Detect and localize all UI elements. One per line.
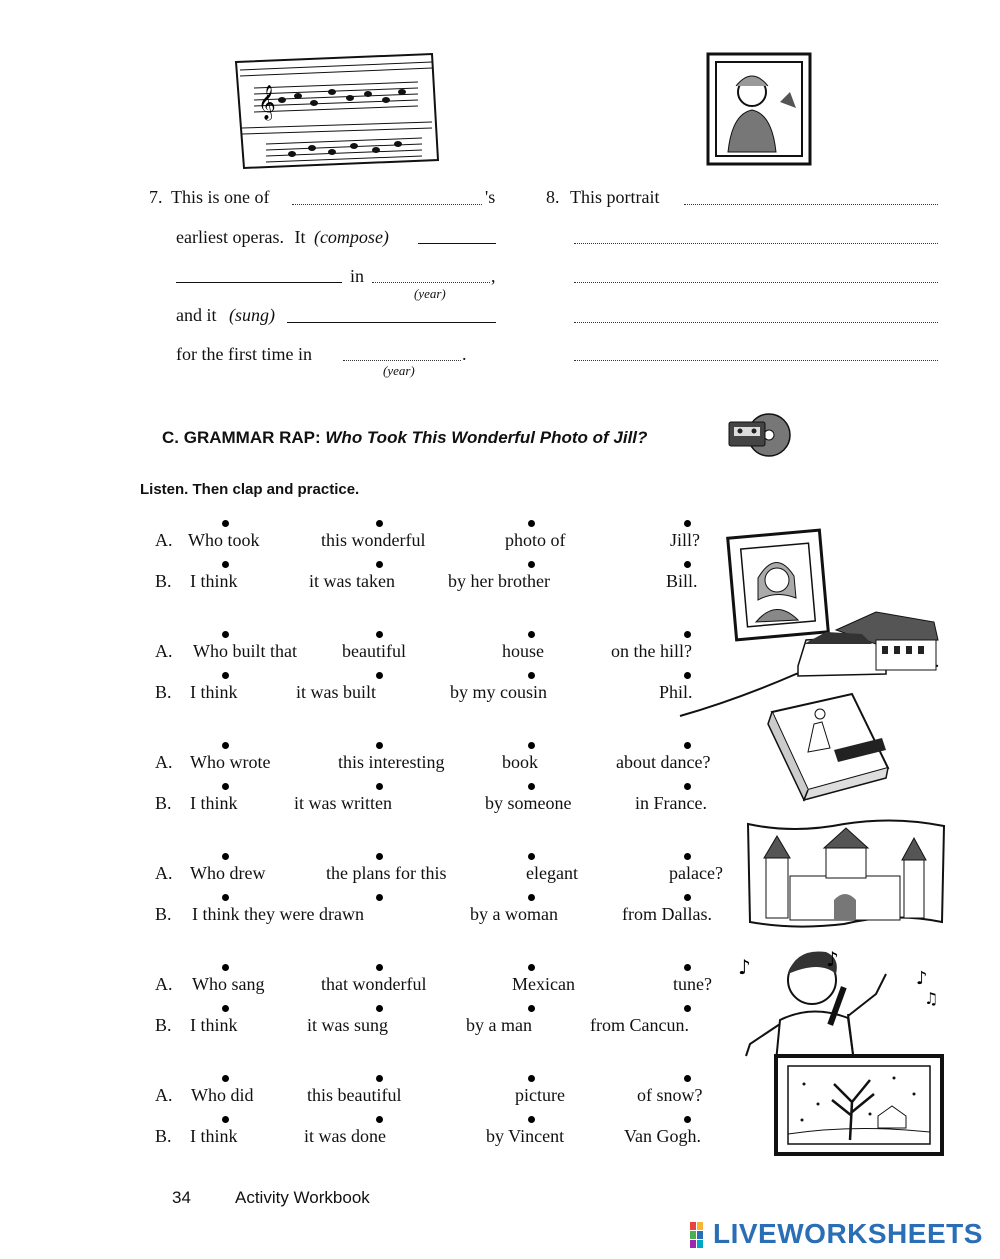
exercise7-year-label-1: (year) (414, 286, 446, 301)
rap-phrase: house (502, 641, 544, 661)
exercise8-text1: This portrait (570, 187, 660, 207)
beat-dot (684, 561, 691, 568)
beat-dot (528, 853, 535, 860)
palace-plans-icon (744, 818, 948, 932)
rap-line (0, 1001, 740, 1041)
exercise8-blank-1[interactable] (684, 204, 938, 205)
svg-text:♪: ♪ (916, 968, 928, 989)
rap-phrase: Phil. (659, 682, 693, 702)
beat-dot (528, 520, 535, 527)
rap-phrase: of snow? (637, 1085, 703, 1105)
beat-dot (222, 853, 229, 860)
rap-line (0, 627, 740, 667)
rap-speaker: B. (155, 1126, 172, 1146)
rap-phrase: on the hill? (611, 641, 692, 661)
rap-line (0, 516, 740, 556)
rap-phrase: it was done (304, 1126, 386, 1146)
sheet-music-icon (232, 48, 442, 173)
rap-phrase: Bill. (666, 571, 698, 591)
rap-phrase: this interesting (338, 752, 445, 772)
portrait-frame-icon (706, 52, 812, 166)
rap-phrase: book (502, 752, 538, 772)
rap-phrase: I think (190, 1015, 238, 1035)
exercise7-blank-year-2[interactable] (343, 360, 461, 361)
beat-dot (528, 894, 535, 901)
rap-phrase: it was written (294, 793, 392, 813)
beat-dot (376, 783, 383, 790)
section-instructions: Listen. Then clap and practice. (140, 481, 360, 498)
svg-text:𝄞: 𝄞 (258, 85, 276, 120)
exercise7-possessive: 's (485, 187, 496, 207)
exercise7-blank-composer[interactable] (292, 204, 482, 205)
beat-dot (684, 1075, 691, 1082)
beat-dot (684, 520, 691, 527)
rap-phrase: in France. (635, 793, 707, 813)
exercise7-comma: , (491, 266, 496, 286)
rap-speaker: B. (155, 571, 172, 591)
rap-speaker: B. (155, 904, 172, 924)
beat-dot (222, 783, 229, 790)
exercise7-year-label-2: (year) (383, 363, 415, 378)
rap-phrase: Who drew (190, 863, 266, 883)
beat-dot (528, 783, 535, 790)
rap-speaker: A. (155, 863, 173, 883)
section-heading-title: Who Took This Wonderful Photo of Jill? (325, 428, 648, 447)
beat-dot (222, 672, 229, 679)
exercise7-line4 (176, 305, 275, 326)
exercise8-line1 (546, 187, 659, 208)
rap-phrase: Who did (191, 1085, 254, 1105)
singer-icon (736, 944, 939, 1064)
exercise7-blank-compose-1[interactable] (418, 243, 496, 244)
beat-dot (528, 1116, 535, 1123)
exercise8-blank-3[interactable] (574, 282, 938, 283)
rap-phrase: by someone (485, 793, 572, 813)
rap-phrase: tune? (673, 974, 712, 994)
rap-phrase: Who took (188, 530, 260, 550)
beat-dot (222, 964, 229, 971)
svg-text:♪: ♪ (826, 947, 839, 971)
beat-dot (376, 1075, 383, 1082)
exercise7-text3: It (294, 227, 306, 247)
beat-dot (376, 520, 383, 527)
rap-phrase: it was taken (309, 571, 395, 591)
exercise7-line1 (149, 187, 270, 208)
rap-phrase: from Dallas. (622, 904, 712, 924)
rap-phrase: by a woman (470, 904, 558, 924)
rap-phrase: photo of (505, 530, 566, 550)
exercise8-number: 8. (546, 187, 560, 207)
rap-line (0, 849, 740, 889)
beat-dot (222, 561, 229, 568)
rap-phrase: Jill? (670, 530, 700, 550)
liveworksheets-logo-icon (690, 1222, 712, 1248)
beat-dot (376, 561, 383, 568)
exercise8-blank-5[interactable] (574, 360, 938, 361)
rap-phrase: palace? (669, 863, 723, 883)
page-number: 34 (172, 1188, 191, 1207)
exercise8-blank-2[interactable] (574, 243, 938, 244)
beat-dot (684, 853, 691, 860)
exercise7-in: in (350, 266, 365, 286)
exercise7-text5: for the first time in (176, 344, 312, 364)
beat-dot (376, 742, 383, 749)
rap-phrase: elegant (526, 863, 578, 883)
rap-phrase: it was sung (307, 1015, 388, 1035)
snow-painting-icon (774, 1054, 944, 1156)
rap-phrase: that wonderful (321, 974, 427, 994)
beat-dot (222, 894, 229, 901)
exercise7-period: . (462, 344, 467, 364)
rap-phrase: this wonderful (321, 530, 426, 550)
rap-phrase: I think (190, 793, 238, 813)
exercise8-blank-4[interactable] (574, 322, 938, 323)
rap-line (0, 960, 740, 1000)
beat-dot (222, 520, 229, 527)
rap-phrase: beautiful (342, 641, 406, 661)
rap-phrase: about dance? (616, 752, 711, 772)
rap-phrase: I think (190, 571, 238, 591)
rap-phrase: Who sang (192, 974, 265, 994)
rap-speaker: B. (155, 682, 172, 702)
book-title: Activity Workbook (235, 1188, 370, 1207)
liveworksheets-brand: LIVEWORKSHEETS (713, 1218, 983, 1249)
rap-phrase: Who built that (193, 641, 297, 661)
rap-speaker: B. (155, 1015, 172, 1035)
exercise7-text1: This is one of (171, 187, 270, 207)
rap-speaker: A. (155, 530, 173, 550)
dance-book-icon (764, 690, 894, 804)
exercise7-blank-year-1[interactable] (372, 282, 490, 283)
beat-dot (684, 1005, 691, 1012)
rap-line (0, 1112, 740, 1152)
beat-dot (222, 742, 229, 749)
beat-dot (684, 894, 691, 901)
rap-phrase: I think (190, 682, 238, 702)
cassette-cd-icon[interactable] (727, 412, 793, 458)
beat-dot (222, 1116, 229, 1123)
beat-dot (684, 1116, 691, 1123)
rap-line (0, 1071, 740, 1111)
beat-dot (528, 742, 535, 749)
rap-speaker: A. (155, 1085, 173, 1105)
beat-dot (222, 1005, 229, 1012)
beat-dot (222, 631, 229, 638)
beat-dot (222, 1075, 229, 1082)
rap-phrase: Who wrote (190, 752, 271, 772)
beat-dot (684, 964, 691, 971)
beat-dot (528, 672, 535, 679)
rap-line (0, 779, 740, 819)
exercise7-text4: and it (176, 305, 217, 325)
rap-speaker: A. (155, 974, 173, 994)
beat-dot (528, 561, 535, 568)
beat-dot (376, 1005, 383, 1012)
beat-dot (376, 964, 383, 971)
rap-phrase: from Cancun. (590, 1015, 689, 1035)
rap-speaker: B. (155, 793, 172, 813)
rap-speaker: A. (155, 641, 173, 661)
rap-line (0, 890, 740, 930)
exercise7-verb1: (compose) (313, 227, 389, 247)
beat-dot (376, 1116, 383, 1123)
beat-dot (684, 783, 691, 790)
rap-line (0, 668, 740, 708)
beat-dot (528, 964, 535, 971)
rap-phrase: it was built (296, 682, 376, 702)
exercise7-blank-compose-2[interactable] (176, 282, 342, 283)
rap-phrase: Mexican (512, 974, 575, 994)
beat-dot (376, 894, 383, 901)
rap-phrase: the plans for this (326, 863, 447, 883)
exercise7-line2 (176, 227, 389, 248)
rap-speaker: A. (155, 752, 173, 772)
rap-phrase: this beautiful (307, 1085, 402, 1105)
rap-phrase: Van Gogh. (624, 1126, 701, 1146)
rap-phrase: by Vincent (486, 1126, 565, 1146)
section-heading (162, 428, 647, 448)
beat-dot (528, 1005, 535, 1012)
svg-text:♪: ♪ (738, 955, 751, 979)
rap-phrase: by her brother (448, 571, 550, 591)
exercise7-line5 (176, 344, 312, 365)
rap-phrase: by my cousin (450, 682, 547, 702)
beat-dot (376, 631, 383, 638)
exercise7-text2: earliest operas. (176, 227, 284, 247)
beat-dot (684, 742, 691, 749)
section-heading-prefix: C. GRAMMAR RAP: (162, 428, 321, 447)
rap-phrase: I think they were drawn (192, 904, 364, 924)
beat-dot (528, 631, 535, 638)
exercise7-blank-sung[interactable] (287, 322, 496, 323)
rap-phrase: picture (515, 1085, 565, 1105)
rap-phrase: I think (190, 1126, 238, 1146)
rap-phrase: by a man (466, 1015, 532, 1035)
rap-line (0, 557, 740, 597)
exercise7-number: 7. (149, 187, 163, 207)
rap-line (0, 738, 740, 778)
beat-dot (376, 672, 383, 679)
exercise7-verb2: (sung) (229, 305, 275, 325)
beat-dot (528, 1075, 535, 1082)
beat-dot (376, 853, 383, 860)
svg-text:♫: ♫ (924, 989, 939, 1008)
